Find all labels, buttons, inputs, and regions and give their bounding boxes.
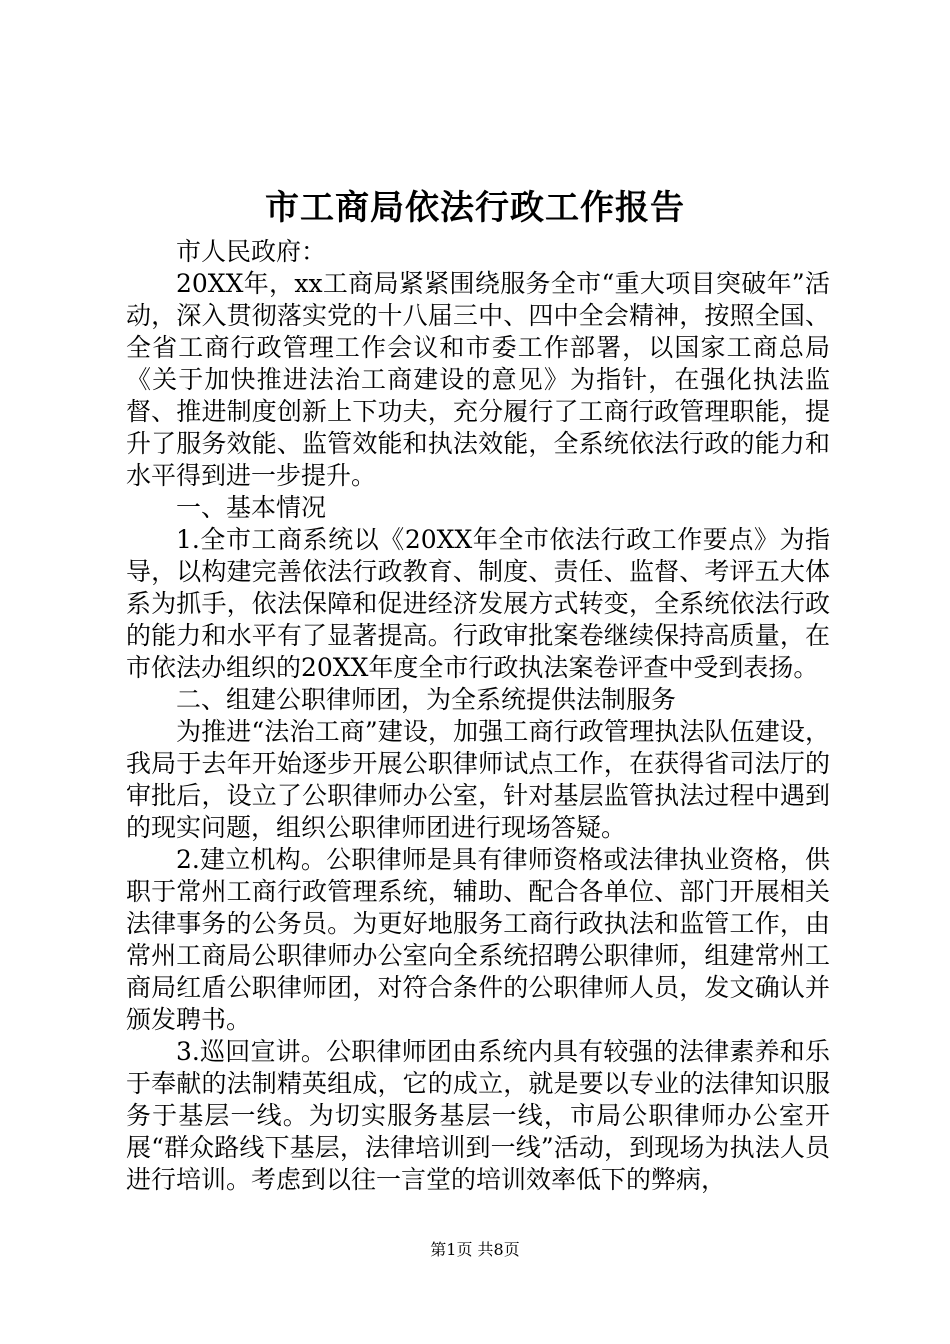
paragraph-lawyer-team: 为推进“法治工商”建设，加强工商行政管理执法队伍建设，我局于去年开始逐步开展公职律师试点工作，在获得省司法厅的审批后，设立了公职律师办公室，针对基层监管执法过程中遇到的现实问题，组织公职律师团进行现场答疑。 bbox=[126, 717, 830, 842]
document-title: 市工商局依法行政工作报告 bbox=[265, 188, 685, 228]
paragraph-item-3: 3.巡回宣讲。公职律师团由系统内具有较强的法律素养和乐于奉献的法制精英组成，它的成立，就是要以专业的法律知识服务于基层一线。为切实服务基层一线，市局公职律师办公室开展“群众路线下基层，法律培训到一线”活动，到现场为执法人员进行培训。考虑到以往一言堂的培训效率低下的弊病， bbox=[126, 1037, 830, 1194]
heading-basic-situation: 一、基本情况 bbox=[176, 493, 327, 522]
page-number: 第1页 共8页 bbox=[430, 1240, 520, 1259]
paragraph-item-2: 2.建立机构。公职律师是具有律师资格或法律执业资格，供职于常州工商行政管理系统，辅助、配合各单位、部门开展相关法律事务的公务员。为更好地服务工商行政执法和监管工作，由常州工商局公职律师办公室向全系统招聘公职律师，组建常州工商局红盾公职律师团，对符合条件的公职律师人员，发文确认并颁发聘书。 bbox=[126, 845, 830, 1034]
paragraph-item-1: 1.全市工商系统以《20XX年全市依法行政工作要点》为指导，以构建完善依法行政教育、制度、责任、监督、考评五大体系为抓手，依法保障和促进经济发展方式转变，全系统依法行政的能力和水平有了显著提高。行政审批案卷继续保持高质量，在市依法办组织的20XX年度全市行政执法案卷评查中受到表扬。 bbox=[126, 525, 830, 682]
heading-lawyer-team: 二、组建公职律师团，为全系统提供法制服务 bbox=[176, 685, 677, 714]
paragraph-intro: 20XX年，xx工商局紧紧围绕服务全市“重大项目突破年”活动，深入贯彻落实党的十八届三中、四中全会精神，按照全国、全省工商行政管理工作会议和市委工作部署，以国家工商总局《关于加快推进法治工商建设的意见》为指针，在强化执法监督、推进制度创新上下功夫，充分履行了工商行政管理职能，提升了服务效能、监管效能和执法效能，全系统依法行政的能力和水平得到进一步提升。 bbox=[126, 269, 830, 490]
document-body bbox=[126, 236, 830, 1196]
salutation: 市人民政府： bbox=[176, 237, 327, 266]
